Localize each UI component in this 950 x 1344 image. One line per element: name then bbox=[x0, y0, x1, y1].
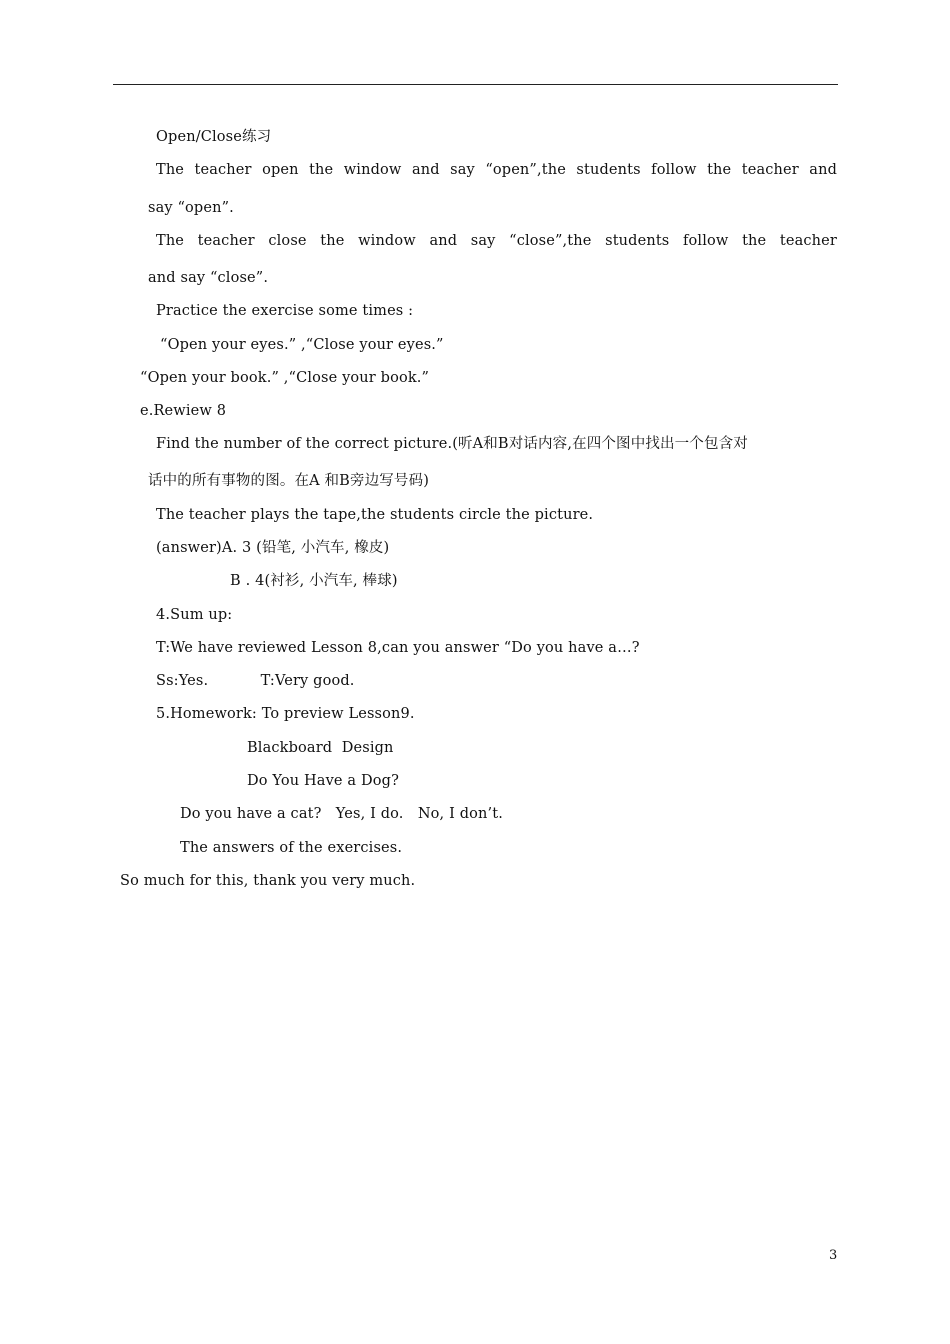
find-instruction-line1: Find the number of the correct picture.(听A和B对话内容,在四个图中找出一个包含对 bbox=[156, 436, 748, 452]
word: teacher bbox=[741, 162, 799, 178]
word: open bbox=[262, 162, 299, 178]
sum-up-teacher-line: T:We have reviewed Lesson 8,can you answer “Do you have a…? bbox=[156, 640, 640, 656]
word: say bbox=[450, 162, 475, 178]
paragraph-open-line1 bbox=[156, 160, 837, 180]
word: follow bbox=[651, 162, 697, 178]
word: window bbox=[358, 233, 416, 249]
word: The bbox=[156, 233, 185, 249]
open-close-heading: Open/Close练习 bbox=[156, 129, 272, 145]
word: say bbox=[470, 233, 496, 249]
paragraph-close-line2: and say “close”. bbox=[148, 270, 269, 286]
paragraph-close-line1 bbox=[156, 231, 837, 251]
find-instruction-line2: 话中的所有事物的图。在A 和B旁边写号码) bbox=[148, 473, 430, 489]
blackboard-design-heading: Blackboard Design bbox=[247, 740, 394, 756]
word: “close”,the bbox=[509, 233, 592, 249]
sum-up-heading: 4.Sum up: bbox=[156, 607, 233, 623]
teacher-tape-line: The teacher plays the tape,the students circle the picture. bbox=[156, 507, 594, 523]
answer-a-line: (answer)A. 3 (铅笔, 小汽车, 橡皮) bbox=[156, 540, 390, 556]
practice-line: Practice the exercise some times : bbox=[156, 303, 414, 319]
word: the bbox=[309, 162, 334, 178]
header-rule bbox=[113, 84, 838, 85]
word: teacher bbox=[197, 233, 255, 249]
blackboard-dialogue: Do you have a cat? Yes, I do. No, I don’t. bbox=[180, 806, 503, 822]
blackboard-answers: The answers of the exercises. bbox=[180, 840, 403, 856]
word: and bbox=[429, 233, 458, 249]
word: window bbox=[343, 162, 402, 178]
word: teacher bbox=[194, 162, 252, 178]
word: and bbox=[809, 162, 837, 178]
word: and bbox=[411, 162, 440, 178]
word: students bbox=[605, 233, 670, 249]
word: students bbox=[576, 162, 641, 178]
answer-b-line: B . 4(衬衫, 小汽车, 棒球) bbox=[230, 573, 398, 589]
page-number: 3 bbox=[829, 1248, 838, 1263]
word: “open”,the bbox=[485, 162, 566, 178]
sum-up-students-line: Ss:Yes. T:Very good. bbox=[156, 673, 355, 689]
homework-line: 5.Homework: To preview Lesson9. bbox=[156, 706, 415, 722]
word: the bbox=[742, 233, 767, 249]
section-e-heading: e.Rewiew 8 bbox=[140, 403, 227, 419]
word: The bbox=[156, 162, 185, 178]
practice-eyes-line: “Open your eyes.” ,“Close your eyes.” bbox=[160, 337, 444, 353]
word: the bbox=[320, 233, 345, 249]
word: close bbox=[268, 233, 307, 249]
practice-book-line: “Open your book.” ,“Close your book.” bbox=[140, 370, 430, 386]
word: teacher bbox=[779, 233, 837, 249]
blackboard-title: Do You Have a Dog? bbox=[247, 773, 399, 789]
word: follow bbox=[683, 233, 729, 249]
word: the bbox=[707, 162, 732, 178]
closing-line: So much for this, thank you very much. bbox=[120, 873, 416, 889]
paragraph-open-line2: say “open”. bbox=[148, 200, 234, 216]
